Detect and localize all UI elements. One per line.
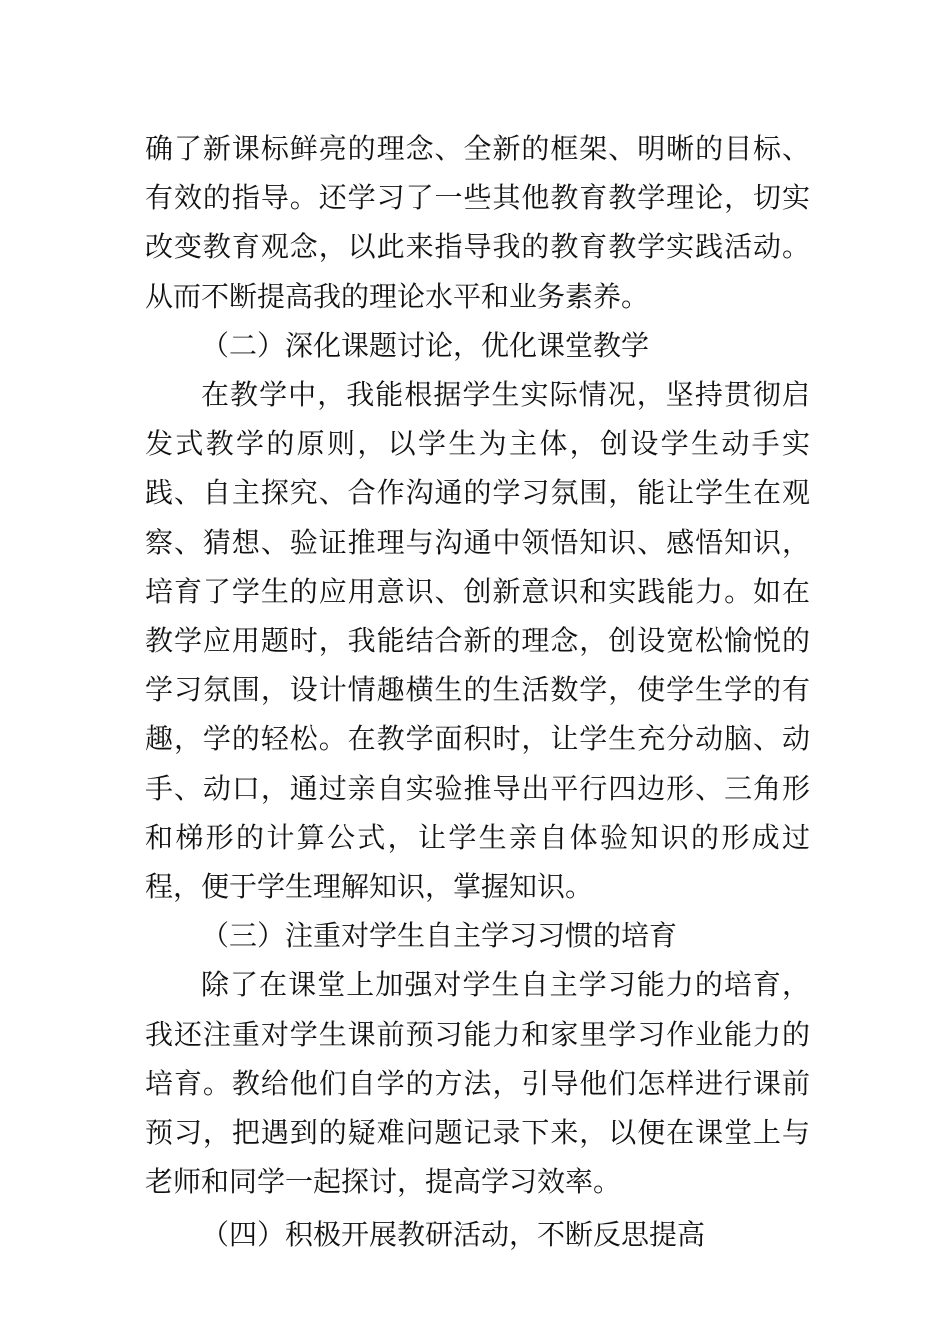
paragraph-teaching: 在教学中，我能根据学生实际情况，坚持贯彻启发式教学的原则，以学生为主体，创设学生动手实践、自主探究、合作沟通的学习氛围，能让学生在观察、猜想、验证推理与沟通中领悟知识、感悟知识，培育了学生的应用意识、创新意识和实践能力。如在教学应用题时，我能结合新的理念，创设宽松愉悦的学习氛围，设计情趣横生的生活数学，使学生学的有趣，学的轻松。在教学面积时，让学生充分动脑、动手、动口，通过亲自实验推导出平行四边形、三角形和梯形的计算公式，让学生亲自体验知识的形成过程，便于学生理解知识，掌握知识。 <box>145 378 810 904</box>
section-heading-4: （四）积极开展教研活动，不断反思提高 <box>201 1218 706 1252</box>
section-heading-3: （三）注重对学生自主学习习惯的培育 <box>201 919 678 953</box>
paragraph-continuation: 确了新课标鲜亮的理念、全新的框架、明晰的目标、有效的指导。还学习了一些其他教育教学理论，切实改变教育观念，以此来指导我的教育教学实践活动。从而不断提高我的理论水平和业务素养。 <box>145 132 810 313</box>
paragraph-self-study: 除了在课堂上加强对学生自主学习能力的培育，我还注重对学生课前预习能力和家里学习作业能力的培育。教给他们自学的方法，引导他们怎样进行课前预习，把遇到的疑难问题记录下来，以便在课堂上与老师和同学一起探讨，提高学习效率。 <box>145 968 810 1199</box>
section-heading-2: （二）深化课题讨论，优化课堂教学 <box>201 328 650 362</box>
document-body <box>145 124 810 1260</box>
